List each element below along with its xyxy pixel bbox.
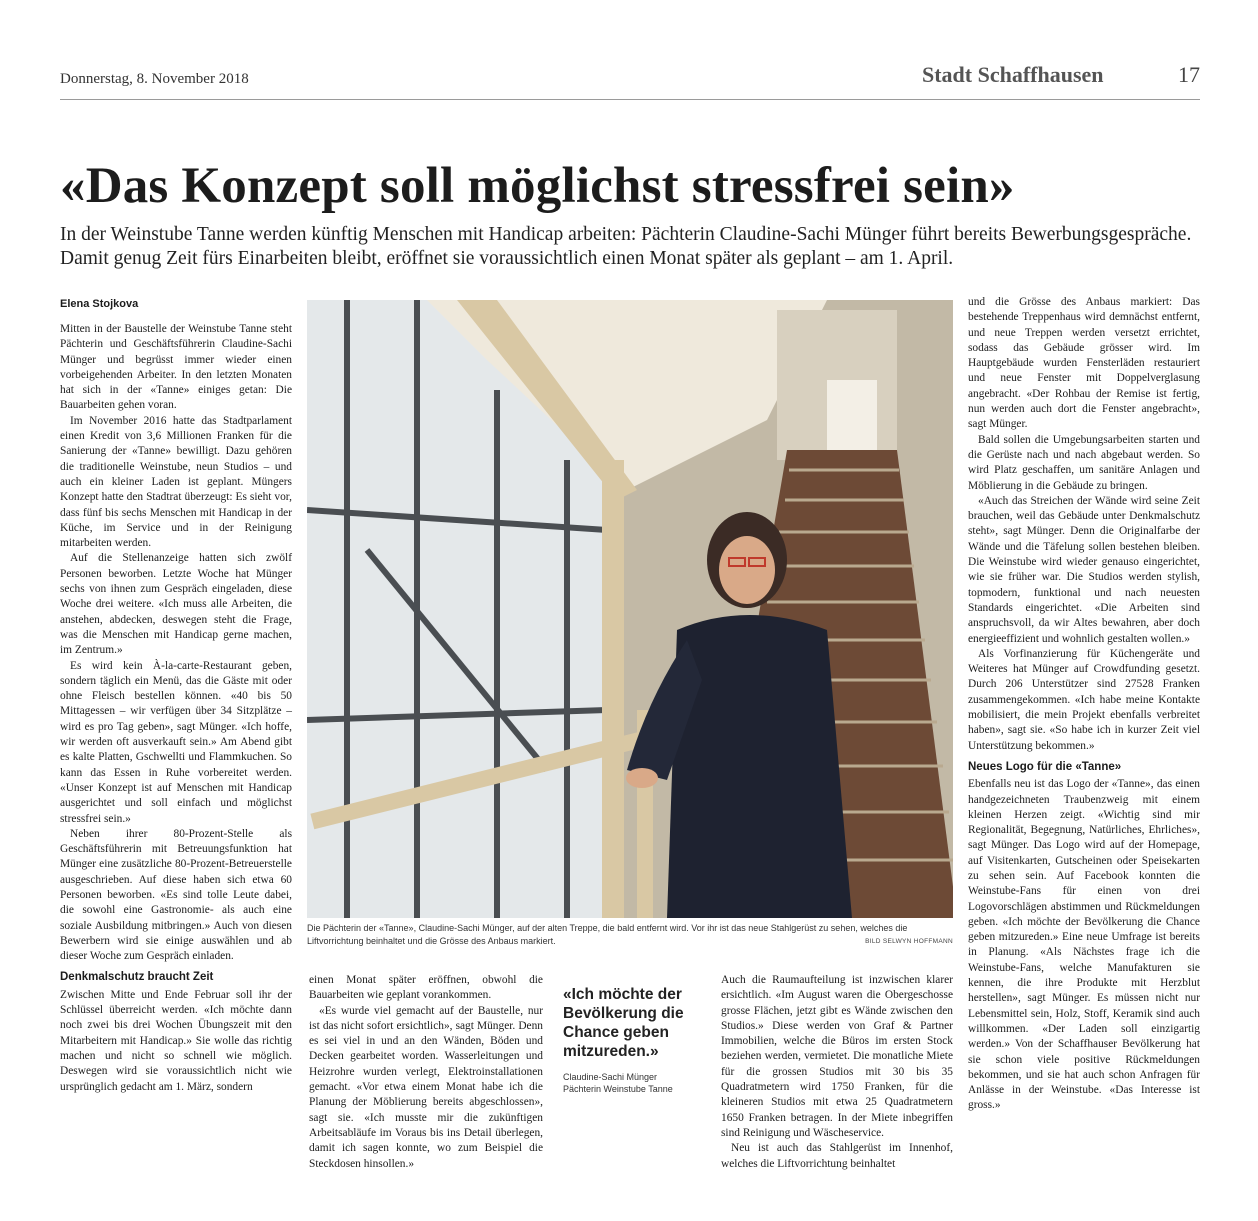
paragraph: und die Grösse des Anbaus markiert: Das bestehende Treppenhaus wird demnächst entfernt, und neue Treppen werden versetzt errichtet, sodass das Gebäude grösser wird. Im Hauptgebäude wurden Fensterläden restauriert und neue Fenster mit Doppelverglasung angebracht. «Der Rohbau der Remise ist fertig, nun werden auch dort die Fenster angebracht», sagt Münger. — [968, 296, 1200, 431]
paragraph: Es wird kein À-la-carte-Restaurant geben, sondern täglich ein Menü, das die Gäste mit oder ohne Fleisch bestellen können. «40 bis 50 Mittagessen – wir verfügen über 34 Sitzplätze – wird es pro Tag geben», sagt Münger. «Ich hoffe, wir werden oft ausverkauft sein.» Am Abend gibt es kalte Platten, Gschwellti und Flammkuchen. So kann das Essen in Ruhe vorbereitet werden. «Unser Konzept ist auf Menschen mit Handicap ausgerichtet und soll einfach und möglichst stressfrei sein.» — [60, 659, 292, 825]
paragraph: Auch die Raumaufteilung ist inzwischen klarer ersichtlich. «Im August waren die Obergeschosse grosse Flächen, jetzt gibt es Wände zwischen den Studios.» Diese werden von Graf & Partner Immobilien, welche die Büros im ersten Stock beziehen werden, vermietet. Die monatliche Miete für die grossen Studios mit 30 bis 35 Quadratmetern wird 1750 Franken, für die kleineren Studios mit etwa 25 Quadratmetern 1650 Franken betragen. In der Miete inbegriffen sind Reinigung und Wäscheservice. — [721, 974, 953, 1139]
article-headline: «Das Konzept soll möglichst stressfrei sein» — [60, 158, 1015, 214]
article-column-5 — [968, 295, 1200, 1114]
issue-date: Donnerstag, 8. November 2018 — [60, 71, 249, 87]
paragraph: «Es wurde viel gemacht auf der Baustelle, nur ist das nicht sofort ersichtlich», sagt Münger. Denn es sei viel in und an den Wänden, Böden und Decken gearbeitet worden. Wasserleitungen und Heizrohre wurden verlegt, Elektroinstallationen gemacht. «Vor etwa einem Monat habe ich die Planung der Möblierung bereits abgeschlossen», sagt sie. «Ich musste mir die zukünftigen Arbeitsabläufe im Voraus bis ins Detail überlegen, damit ich sagen konnte, wo zum Beispiel die Steckdosen hinsollen.» — [309, 1004, 543, 1170]
article-column-2 — [309, 973, 543, 1172]
paragraph: Neu ist auch das Stahlgerüst im Innenhof, welches die Liftvorrichtung beinhaltet — [721, 1142, 953, 1170]
pull-quote: «Ich möchte der Bevölkerung die Chance geben mitzureden.» — [563, 986, 684, 1060]
pull-quote-source — [563, 1071, 713, 1095]
section-title: Stadt Schaffhausen — [922, 62, 1104, 87]
quote-source-name: Claudine-Sachi Münger — [563, 1072, 658, 1082]
paragraph: Mitten in der Baustelle der Weinstube Tanne steht Pächterin und Geschäftsführerin Claudine-Sachi Münger und begrüsst immer wieder einen vorbeigehenden Arbeiter. In den letzten Monaten hat sich in der «Tanne» einiges getan: Die Bauarbeiten gehen voran. — [60, 323, 292, 412]
byline: Elena Stojkova — [60, 298, 139, 310]
paragraph: Bald sollen die Umgebungsarbeiten starten und die Gerüste nach und nach abgebaut werden. So wird Platz geschaffen, um sanitäre Anlagen und Möblierung in die Gebäude zu bringen. — [968, 433, 1200, 492]
paragraph: einen Monat später eröffnen, obwohl die Bauarbeiten wie geplant vorankommen. — [309, 974, 543, 1002]
staircase-photo-illustration — [307, 300, 953, 918]
paragraph: Ebenfalls neu ist das Logo der «Tanne», das einen handgezeichneten Traubenzweig mit einem kleinen Herzen zeigt. «Wichtig sind mir Regionalität, Begegnung, Natürliches, Ehrliches», sagt Münger. Das Logo wird auf der Homepage, auf Visitenkarten, Gutscheinen oder Speisekarten zu sehen sein. Auf Facebook konnten die Weinstube-Fans für einen von drei Logovorschlägen abstimmen und Rückmeldungen geben. «Ich möchte der Bevölkerung die Chance geben mitzureden.» Eine neue Umfrage ist bereits in Planung. «Als Nächstes frage ich die Weinstube-Fans, welche Manufakturen sie kennen, die ihre Produkte mit Herzblut herstellen», sagt Münger. Es müssen nicht nur Lebensmittel sein, Holz, Stoff, Keramik sind auch willkommen. «Der Laden soll einzigartig werden.» Von der Schaffhauser Bevölkerung hat sie schon viele positive Rückmeldungen bekommen, und sie hat auch schon Anfragen für Anlässe in der Weinstube. «Das Interesse ist gross.» — [968, 778, 1200, 1112]
page-number: 17 — [1178, 62, 1200, 87]
paragraph: Neben ihrer 80-Prozent-Stelle als Geschäftsführerin mit Betreuungsfunktion hat Münger eine zusätzliche 80-Prozent-Betreuerstelle ausgeschrieben. Auf diese haben sich etwa 60 Personen beworben. «Es sind tolle Leute dabei, die sowohl eine Gastronomie- als auch eine soziale Ausbildung mitbringen.» Auch von diesen Bewerbern wird sie einige auswählen und ab dieser Woche zum Gespräch einladen. — [60, 827, 292, 963]
paragraph: Als Vorfinanzierung für Küchengeräte und Weiteres hat Münger auf Crowdfunding gesetzt. Durch 206 Unterstützer sind 27528 Franken zusammengekommen. «Ich habe meine Kontakte mobilisiert, die mein Projekt ebenfalls verbreitet haben», sagt sie. «So habe ich in kurzer Zeit viel Unterstützung bekommen.» — [968, 647, 1200, 752]
photo-credit: BILD SELWYN HOFFMANN — [865, 938, 953, 945]
article-photo — [307, 300, 953, 918]
article-lead: In der Weinstube Tanne werden künftig Menschen mit Handicap arbeiten: Pächterin Claudine-Sachi Münger führt bereits Bewerbungsgespräche. Damit genug Zeit fürs Einarbeiten bleibt, eröffnet sie voraussichtlich einen Monat später als geplant – am 1. April. — [60, 224, 1192, 269]
paragraph: Im November 2016 hatte das Stadtparlament einen Kredit von 3,6 Millionen Franken für die Sanierung der «Tanne» bewilligt. Dazu gehören die traditionelle Weinstube, neun Studios – und auch ein kleiner Laden ist geplant. Müngers Konzept hatte den Stadtrat überzeugt: Es sieht vor, dass fünf bis sechs Menschen mit Handicap in der Küche, im Service und in der Reinigung mitarbeiten werden. — [60, 414, 292, 550]
photo-caption — [307, 922, 953, 948]
article-column-1 — [60, 322, 292, 1095]
paragraph: Zwischen Mitte und Ende Februar soll ihr der Schlüssel überreicht werden. «Ich möchte dann noch zwei bis drei Wochen Übungszeit mit den Mitarbeitern mit Handicap.» Sie wolle das richtig machen und nicht so schnell wie möglich. Deswegen wird sie voraussichtlich nicht wie ursprünglich gedacht am 1. März, sondern — [60, 988, 292, 1093]
header-divider — [60, 99, 1200, 100]
paragraph: Auf die Stellenanzeige hatten sich zwölf Personen beworben. Letzte Woche hat Münger sechs von ihnen zum Gespräch eingeladen, diese Woche drei weitere. «Ich muss alle Arbeiten, die anstehen, abdecken, deswegen steht die Frage, was die Menschen mit Handicap gerne machen, im Zentrum.» — [60, 552, 292, 657]
article-column-4 — [721, 973, 953, 1172]
paragraph: «Auch das Streichen der Wände wird seine Zeit brauchen, weil das Gebäude unter Denkmalschutz steht», sagt Münger. Denn die Originalfarbe der Wände und die Täfelung sollen bestehen bleiben. Die Weinstube wird wieder genauso eingerichtet, wie sie früher war. Die Studios werden stylish, topmodern, funktional und nach neuesten Standards eingerichtet. «Die Arbeiten sind anspruchsvoll, da wir Altes bewahren, aber doch energieeffizient und wohnlich gestalten wollen.» — [968, 494, 1200, 645]
subheading: Denkmalschutz braucht Zeit — [60, 971, 214, 984]
quote-source-role: Pächterin Weinstube Tanne — [563, 1084, 673, 1094]
subheading: Neues Logo für die «Tanne» — [968, 760, 1122, 773]
caption-text: Die Pächterin der «Tanne», Claudine-Sachi Münger, auf der alten Treppe, die bald entfernt wird. Vor ihr ist das neue Stahlgerüst zu sehen, welches die Liftvorrichtung beinhaltet und die Grösse des Anbaus markiert. — [307, 923, 908, 946]
